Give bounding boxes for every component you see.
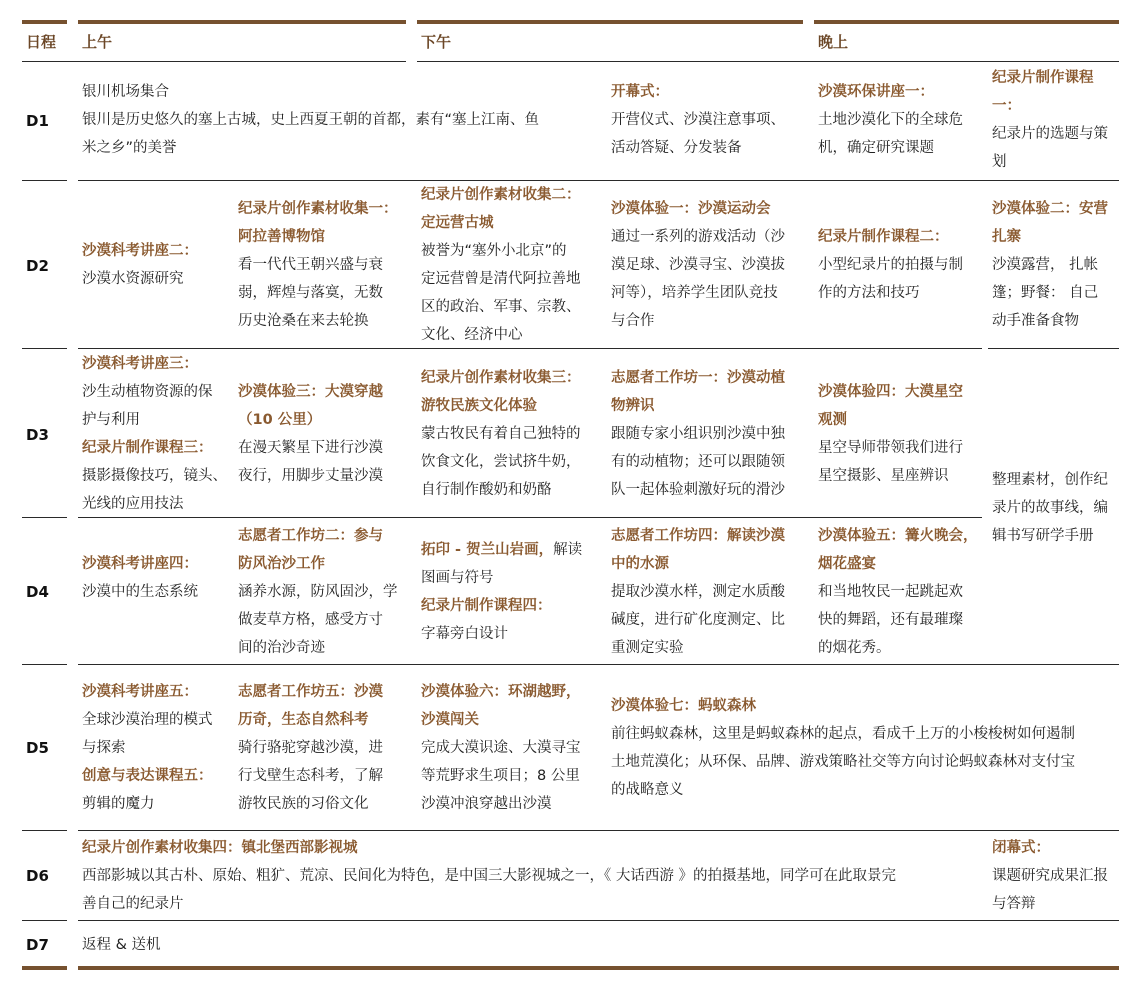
cell-body: 快的舞蹈，还有最璀璨: [818, 612, 963, 628]
day-label-d3: D3: [26, 426, 49, 444]
cell-title: 纪录片制作课程二：: [818, 229, 949, 245]
cell-body: 等荒野求生项目；8 公里: [421, 768, 580, 784]
cell-body: 沙漠中的生态系统: [82, 584, 198, 600]
d4-morning1-cell: [82, 550, 232, 606]
cell-title: 志愿者工作坊一：沙漠动植: [611, 370, 785, 386]
cell-body: 骑行骆驼穿越沙漠，进: [238, 740, 383, 756]
cell-title-tail: 解读: [553, 542, 583, 558]
cell-title: 沙漠体验一：沙漠运动会: [611, 201, 771, 217]
cell-body: 活动答疑、分发装备: [611, 140, 742, 156]
cell-body: 在漫天繁星下进行沙漠: [238, 440, 383, 456]
cell-body: 录片的故事线，编: [992, 500, 1108, 516]
row-divider: [22, 348, 67, 349]
row-divider: [988, 348, 1119, 349]
cell-body: 银川是历史悠久的塞上古城，史上西夏王朝的首都，素有“塞上江南、鱼: [82, 112, 540, 128]
d1-evening-cell: [818, 78, 982, 162]
header-evening: 晚上: [818, 33, 849, 51]
cell-title: 纪录片制作课程四：: [421, 598, 552, 614]
d2-morning1-cell: [82, 237, 232, 293]
d1-afternoon-cell: [611, 78, 807, 162]
cell-body: 和当地牧民一起跳起欢: [818, 584, 963, 600]
cell-body: 被誉为“塞外小北京”的: [421, 243, 567, 259]
row-divider: [22, 180, 67, 181]
cell-title: 观测: [818, 412, 847, 428]
bottom-bar: [78, 966, 1119, 970]
row-divider-header: [417, 61, 1119, 62]
cell-body: 间的治沙奇迹: [238, 640, 325, 656]
cell-title: 沙漠科考讲座二：: [82, 243, 198, 259]
cell-title: 沙漠科考讲座四：: [82, 556, 198, 572]
cell-body: 开营仪式、沙漠注意事项、: [611, 112, 785, 128]
cell-title: 一：: [992, 98, 1021, 114]
cell-body: 剪辑的魔力: [82, 796, 155, 812]
cell-title: 志愿者工作坊二：参与: [238, 528, 383, 544]
cell-body: 课题研究成果汇报: [992, 868, 1108, 884]
cell-body: 漠足球、沙漠寻宝、沙漠拔: [611, 257, 785, 273]
cell-body: 米之乡”的美誉: [82, 140, 177, 156]
cell-body: 蒙古牧民有着自己独特的: [421, 426, 581, 442]
cell-title: 纪录片创作素材收集三：: [421, 370, 581, 386]
cell-body: 与合作: [611, 313, 655, 329]
cell-body: 队一起体验刺激好玩的滑沙: [611, 482, 785, 498]
d4-afternoon1-cell: [421, 536, 606, 648]
cell-body: 土地沙漠化下的全球危: [818, 112, 963, 128]
d5-morning1-cell: [82, 678, 232, 818]
cell-body: 弱，辉煌与落寞，无数: [238, 285, 383, 301]
row-divider: [22, 830, 67, 831]
cell-body: 篷；野餐： 自己: [992, 285, 1099, 301]
cell-body: 文化、经济中心: [421, 327, 523, 343]
bottom-bar: [22, 966, 67, 970]
cell-title: 纪录片创作素材收集二：: [421, 187, 581, 203]
day-label-d2: D2: [26, 257, 49, 275]
cell-title: 闭幕式：: [992, 840, 1050, 856]
cell-body: 银川机场集合: [82, 84, 169, 100]
top-bar-day: [22, 20, 67, 24]
d3-morning1-cell: [82, 350, 232, 518]
top-bar-afternoon: [417, 20, 803, 24]
cell-title: 纪录片创作素材收集一：: [238, 201, 398, 217]
row-divider: [22, 664, 67, 665]
cell-title: 沙漠体验五：篝火晚会，: [818, 528, 978, 544]
cell-body: 字幕旁白设计: [421, 626, 508, 642]
cell-title: 烟花盛宴: [818, 556, 876, 572]
cell-body: 摄影摄像技巧，镜头、: [82, 468, 227, 484]
cell-body: 小型纪录片的拍摄与制: [818, 257, 963, 273]
cell-title: 纪录片制作课程: [992, 70, 1094, 86]
cell-title: 历奇，生态自然科考: [238, 712, 369, 728]
cell-body: 饮食文化，尝试挤牛奶，: [421, 454, 581, 470]
cell-title: 阿拉善博物馆: [238, 229, 325, 245]
cell-title: 扎寨: [992, 229, 1021, 245]
cell-title: 沙漠科考讲座五：: [82, 684, 198, 700]
cell-body: 沙漠水资源研究: [82, 271, 184, 287]
header-afternoon: 下午: [421, 33, 452, 51]
row-divider: [78, 664, 1119, 665]
cell-body: 前往蚂蚁森林，这里是蚂蚁森林的起点，看成千上万的小梭梭树如何遏制: [611, 726, 1075, 742]
header-morning: 上午: [82, 33, 113, 51]
day-label-d6: D6: [26, 867, 49, 885]
cell-body: 做麦草方格，感受方寸: [238, 612, 383, 628]
cell-title: 拓印 - 贺兰山岩画，: [421, 542, 554, 558]
cell-body: 碱度，进行矿化度测定、比: [611, 612, 785, 628]
cell-title: 创意与表达课程五：: [82, 768, 213, 784]
cell-title: 沙漠体验三：大漠穿越: [238, 384, 383, 400]
cell-body: 河等），培养学生团队竞技: [611, 285, 778, 301]
cell-title: 开幕式：: [611, 84, 669, 100]
cell-body: 重测定实验: [611, 640, 684, 656]
d3-afternoon2-cell: [611, 364, 807, 504]
cell-body: 护与利用: [82, 412, 140, 428]
cell-body: 区的政治、军事、宗教、: [421, 299, 581, 315]
day-label-d1: D1: [26, 112, 49, 130]
d6-evening2-cell: [992, 834, 1119, 918]
cell-body: 划: [992, 154, 1007, 170]
cell-body: 全球沙漠治理的模式: [82, 712, 213, 728]
d1-evening2-cell: [992, 64, 1119, 176]
cell-title: 游牧民族文化体验: [421, 398, 537, 414]
cell-body: 涵养水源，防风固沙，学: [238, 584, 398, 600]
d4-afternoon2-cell: [611, 522, 807, 662]
d1-morning-cell: [82, 78, 602, 162]
d7-main-cell: [82, 931, 682, 959]
cell-body: 土地荒漠化；从环保、品牌、游戏策略社交等方向讨论蚂蚁森林对支付宝: [611, 754, 1075, 770]
d2-afternoon1-cell: [421, 181, 606, 349]
cell-body: 辑书写研学手册: [992, 528, 1094, 544]
row-divider-header: [22, 61, 406, 62]
cell-title: 沙漠闯关: [421, 712, 479, 728]
cell-body: 沙漠露营， 扎帐: [992, 257, 1099, 273]
d3-morning2-cell: [238, 378, 413, 490]
d5-morning2-cell: [238, 678, 413, 818]
d3-evening1-cell: [818, 378, 982, 490]
cell-title: 沙漠体验七：蚂蚁森林: [611, 698, 756, 714]
cell-body: 行戈壁生态科考，了解: [238, 768, 383, 784]
cell-title: 沙漠体验二：安营: [992, 201, 1108, 217]
cell-body: 完成大漠识途、大漠寻宝: [421, 740, 581, 756]
cell-body: 定远营曾是清代阿拉善地: [421, 271, 581, 287]
cell-title: 沙漠体验四：大漠星空: [818, 384, 963, 400]
cell-body: 看一代代王朝兴盛与衰: [238, 257, 383, 273]
day-label-d4: D4: [26, 583, 49, 601]
cell-body: 沙漠冲浪穿越出沙漠: [421, 796, 552, 812]
d5-afternoon1-cell: [421, 678, 606, 818]
row-divider: [78, 830, 1119, 831]
d6-main-cell: [82, 834, 982, 918]
cell-body: 游牧民族的习俗文化: [238, 796, 369, 812]
cell-body: 通过一系列的游戏活动（沙: [611, 229, 785, 245]
cell-body: 西部影城以其古朴、原始、粗犷、荒凉、民间化为特色，是中国三大影视城之一，《 大话西游 》的拍摄基地，同学可在此取景完: [82, 868, 896, 884]
cell-body: 光线的应用技法: [82, 496, 184, 512]
cell-body: 机，确定研究课题: [818, 140, 934, 156]
cell-body: 历史沧桑在来去轮换: [238, 313, 369, 329]
cell-title: （10 公里）: [238, 412, 322, 428]
cell-body: 图画与符号: [421, 570, 494, 586]
cell-title: 沙漠环保讲座一：: [818, 84, 934, 100]
top-bar-morning: [78, 20, 406, 24]
d2-morning2-cell: [238, 195, 413, 335]
row-divider: [78, 920, 1119, 921]
cell-body: 整理素材，创作纪: [992, 472, 1108, 488]
cell-body: 纪录片的选题与策: [992, 126, 1108, 142]
cell-title: 纪录片创作素材收集四：镇北堡西部影视城: [82, 840, 358, 856]
cell-body: 的烟花秀。: [818, 640, 891, 656]
cell-body: 与答辩: [992, 896, 1036, 912]
cell-body: 善自己的纪录片: [82, 896, 184, 912]
cell-body: 提取沙漠水样，测定水质酸: [611, 584, 785, 600]
cell-title: 志愿者工作坊四：解读沙漠: [611, 528, 785, 544]
top-bar-evening: [814, 20, 1119, 24]
d4-evening1-cell: [818, 522, 982, 662]
cell-body: 自行制作酸奶和奶酪: [421, 482, 552, 498]
d2-afternoon2-cell: [611, 195, 807, 335]
cell-body: 有的动植物；还可以跟随领: [611, 454, 785, 470]
cell-title: 物辨识: [611, 398, 655, 414]
d5-afternoon2-cell: [611, 692, 1119, 804]
cell-title: 中的水源: [611, 556, 669, 572]
cell-title: 纪录片制作课程三：: [82, 440, 213, 456]
cell-body: 星空摄影、星座辨识: [818, 468, 949, 484]
row-divider: [22, 920, 67, 921]
d2-evening2-cell: [992, 195, 1119, 335]
cell-title: 志愿者工作坊五：沙漠: [238, 684, 383, 700]
d3-d4-evening2-cell: [992, 466, 1119, 550]
cell-title: 沙漠体验六：环湖越野，: [421, 684, 581, 700]
cell-title: 防风治沙工作: [238, 556, 325, 572]
cell-body: 返程 & 送机: [82, 937, 161, 953]
cell-body: 跟随专家小组识别沙漠中独: [611, 426, 785, 442]
row-divider: [22, 517, 67, 518]
d2-evening1-cell: [818, 223, 982, 307]
cell-body: 的战略意义: [611, 782, 684, 798]
cell-body: 作的方法和技巧: [818, 285, 920, 301]
cell-body: 动手准备食物: [992, 313, 1079, 329]
cell-body: 夜行，用脚步丈量沙漠: [238, 468, 383, 484]
d4-morning2-cell: [238, 522, 413, 662]
day-label-d7: D7: [26, 936, 49, 954]
cell-title-line: [421, 536, 606, 564]
day-label-d5: D5: [26, 739, 49, 757]
cell-title: 定远营古城: [421, 215, 494, 231]
header-day: 日程: [26, 33, 57, 51]
cell-body: 沙生动植物资源的保: [82, 384, 213, 400]
cell-body: 与探索: [82, 740, 126, 756]
cell-body: 星空导师带领我们进行: [818, 440, 963, 456]
cell-title: 沙漠科考讲座三：: [82, 356, 198, 372]
d3-afternoon1-cell: [421, 364, 606, 504]
